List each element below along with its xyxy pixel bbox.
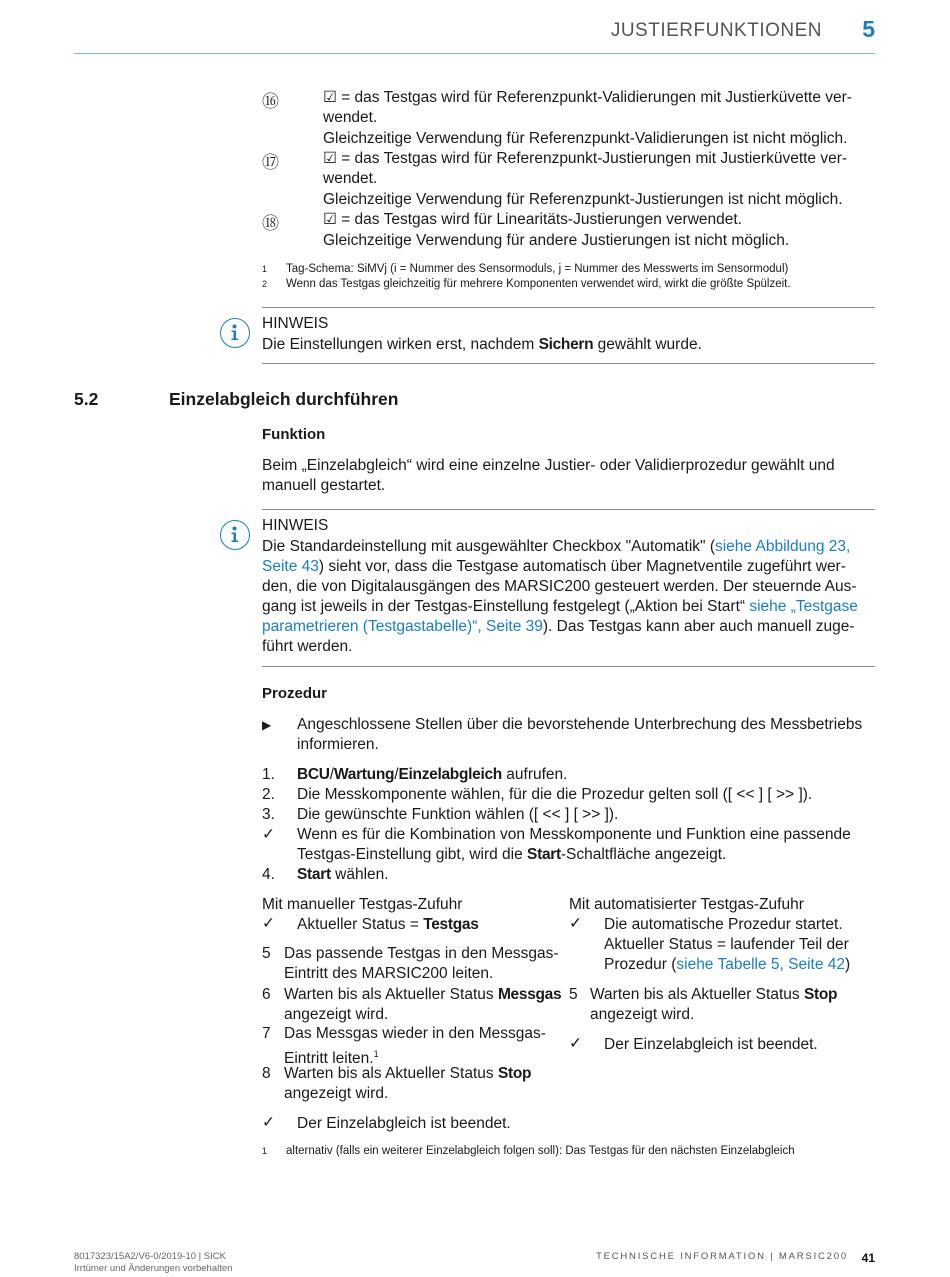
note-divider-top	[262, 307, 875, 308]
footer-doc-id: 8017323/15A2/V6-0/2019-10 | SICK	[74, 1251, 226, 1262]
header-divider	[74, 53, 875, 54]
step-text: angezeigt wird.	[284, 1085, 389, 1102]
step-number: 4.	[262, 866, 275, 883]
section-number: 5.2	[74, 389, 99, 409]
item-text: ☑ = das Testgas wird für Linearitäts-Justierungen verwendet.	[323, 211, 742, 228]
item-marker: ⑱	[262, 214, 279, 233]
status-text: Aktueller Status = laufender Teil der	[604, 936, 849, 953]
column-heading: Mit automatisierter Testgas-Zufuhr	[569, 896, 804, 913]
footer-disclaimer: Irrtümer und Änderungen vorbehalten	[74, 1263, 233, 1274]
footnote-text: Tag-Schema: SiMVj (i = Nummer des Sensormoduls, j = Nummer des Messwerts im Sensormodul)	[286, 263, 789, 275]
step-number: 3.	[262, 806, 275, 823]
step-text: Das Messgas wieder in den Messgas-	[284, 1025, 546, 1042]
step-text: Testgas-Einstellung gibt, wird die Start-Schaltfläche angezeigt.	[297, 846, 727, 863]
status-text: Der Einzelabgleich ist beendet.	[604, 1036, 818, 1053]
item-text: Gleichzeitige Verwendung für Referenzpunkt-Justierungen ist nicht möglich.	[323, 191, 843, 208]
footnote-ref[interactable]: 1	[373, 1049, 379, 1059]
footnote-text: Wenn das Testgas gleichzeitig für mehrere Komponenten verwendet wird, wirkt die größte Spülzeit.	[286, 278, 791, 290]
chapter-number: 5	[862, 16, 875, 42]
note-divider-bottom	[262, 363, 875, 364]
footnote-number: 1	[262, 1146, 268, 1156]
note-text: parametrieren (Testgastabelle)“, Seite 39). Das Testgas kann aber auch manuell zuge-	[262, 618, 855, 635]
step-text: informieren.	[297, 736, 379, 753]
link-testgase[interactable]: siehe „Testgase	[749, 598, 858, 615]
step-number: 7	[262, 1025, 271, 1042]
status-text: Aktueller Status = Testgas	[297, 916, 479, 933]
funktion-text: manuell gestartet.	[262, 477, 386, 494]
item-text: ☑ = das Testgas wird für Referenzpunkt-Justierungen mit Justierküvette ver-	[323, 150, 848, 167]
funktion-heading: Funktion	[262, 426, 326, 443]
step-text: Start wählen.	[297, 866, 389, 883]
note-text: Die Standardeinstellung mit ausgewählter Checkbox "Automatik" (siehe Abbildung 23,	[262, 538, 851, 555]
step-text: Die Messkomponente wählen, für die die Prozedur gelten soll ([ << ] [ >> ]).	[297, 786, 813, 803]
status-text: Die automatische Prozedur startet.	[604, 916, 843, 933]
note-divider-bottom	[262, 666, 875, 667]
link-seite-43[interactable]: Seite 43	[262, 558, 319, 575]
chapter-title: JUSTIERFUNKTIONEN	[610, 20, 822, 41]
step-number: 5	[569, 986, 578, 1003]
prozedur-heading: Prozedur	[262, 685, 328, 702]
step-text: Warten bis als Aktueller Status Messgas	[284, 986, 562, 1003]
note-divider-top	[262, 509, 875, 510]
step-text: Eintritt leiten.$^1$	[284, 1049, 379, 1067]
note-title: HINWEIS	[262, 315, 329, 332]
step-text: BCU/Wartung/Einzelabgleich aufrufen.	[297, 766, 568, 783]
step-number: 8	[262, 1065, 271, 1082]
step-number: 5	[262, 945, 271, 962]
checkmark-icon: ✓	[569, 1035, 582, 1052]
item-text: Gleichzeitige Verwendung für andere Justierungen ist nicht möglich.	[323, 232, 790, 249]
checkmark-icon: ✓	[262, 826, 275, 843]
arrow-bullet-icon: ▶	[262, 718, 272, 732]
item-text: wendet.	[323, 170, 378, 187]
step-text: Angeschlossene Stellen über die bevorstehende Unterbrechung des Messbetriebs	[297, 716, 863, 733]
checkmark-icon: ✓	[262, 915, 275, 932]
step-text: Warten bis als Aktueller Status Stop	[284, 1065, 532, 1082]
footnote-text: alternativ (falls ein weiterer Einzelabgleich folgen soll): Das Testgas für den nächsten Einzelabgleich	[286, 1145, 795, 1157]
step-text: Eintritt des MARSIC200 leiten.	[284, 965, 494, 982]
item-text: Gleichzeitige Verwendung für Referenzpunkt-Validierungen ist nicht möglich.	[323, 130, 848, 147]
link-tabelle-5[interactable]: siehe Tabelle 5, Seite 42	[676, 956, 845, 973]
link-abbildung-23[interactable]: siehe Abbildung 23,	[714, 538, 851, 555]
note-text: führt werden.	[262, 638, 353, 655]
status-text: Prozedur (siehe Tabelle 5, Seite 42)	[604, 956, 851, 973]
link-testgastabelle[interactable]: parametrieren (Testgastabelle)“, Seite 39	[262, 618, 543, 635]
checkmark-icon: ✓	[569, 915, 582, 932]
footnote-number: 1	[262, 264, 268, 274]
checkmark-icon: ✓	[262, 1114, 275, 1131]
step-text: Wenn es für die Kombination von Messkomponente und Funktion eine passende	[297, 826, 851, 843]
section-title: Einzelabgleich durchführen	[169, 389, 399, 409]
step-text: Das passende Testgas in den Messgas-	[284, 945, 559, 962]
footer-document-title: TECHNISCHE INFORMATION | MARSIC200	[596, 1251, 848, 1262]
step-text: angezeigt wird.	[590, 1006, 695, 1023]
step-number: 1.	[262, 766, 275, 783]
note-text: Die Einstellungen wirken erst, nachdem Sichern gewählt wurde.	[262, 336, 702, 353]
item-marker: ⑯	[262, 92, 279, 111]
item-text: wendet.	[323, 109, 378, 126]
note-text: gang ist jeweils in der Testgas-Einstellung festgelegt („Aktion bei Start“ siehe „Testgase	[262, 598, 858, 615]
item-text: ☑ = das Testgas wird für Referenzpunkt-Validierungen mit Justierküvette ver-	[323, 89, 852, 106]
step-text: Die gewünschte Funktion wählen ([ << ] [ >> ]).	[297, 806, 619, 823]
info-circle-icon	[220, 318, 250, 348]
note-title: HINWEIS	[262, 517, 329, 534]
item-marker: ⑰	[262, 153, 279, 172]
step-number: 2.	[262, 786, 275, 803]
info-circle-icon	[220, 520, 250, 550]
note-text: Seite 43) sieht vor, dass die Testgase automatisch über Magnetventile zugeführt wer-	[262, 558, 846, 575]
final-status-text: Der Einzelabgleich ist beendet.	[297, 1115, 511, 1132]
footnote-number: 2	[262, 279, 268, 289]
column-heading: Mit manueller Testgas-Zufuhr	[262, 896, 463, 913]
page-number: 41	[861, 1251, 875, 1265]
step-text: Warten bis als Aktueller Status Stop	[590, 986, 838, 1003]
funktion-text: Beim „Einzelabgleich“ wird eine einzelne Justier- oder Validierprozedur gewählt und	[262, 457, 835, 474]
step-text: angezeigt wird.	[284, 1006, 389, 1023]
step-number: 6	[262, 986, 271, 1003]
note-text: den, die von Digitalausgängen des MARSIC200 gesteuert werden. Der steuernde Aus-	[262, 578, 857, 595]
